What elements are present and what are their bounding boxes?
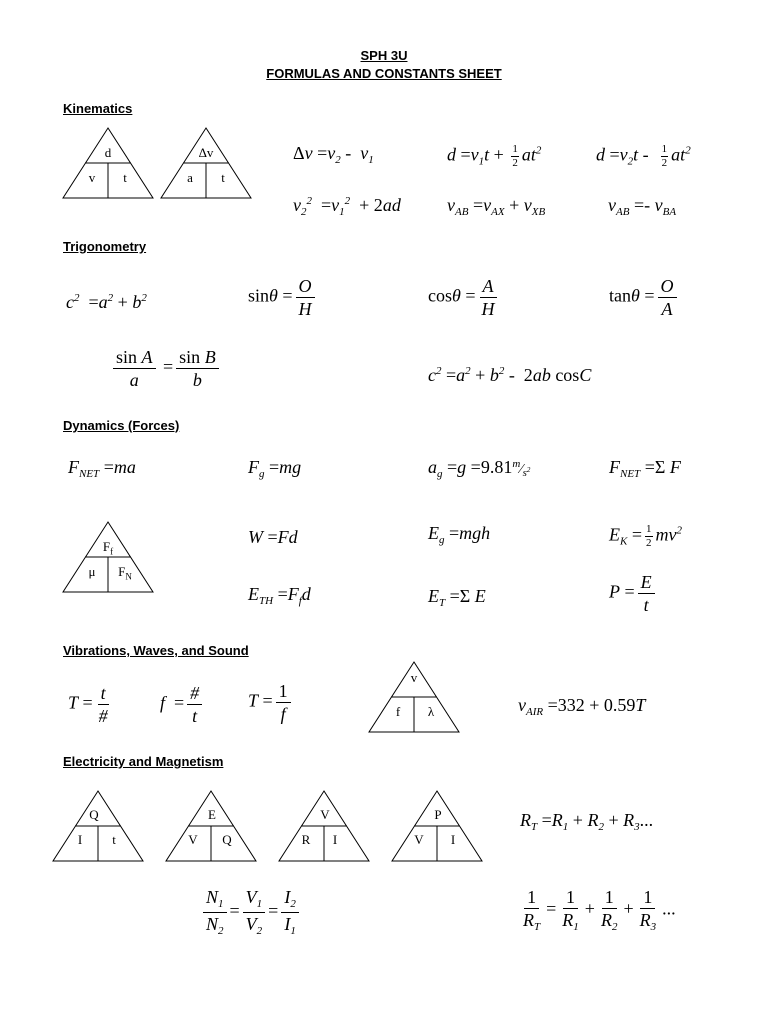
- triangle-right-label: t: [112, 832, 116, 847]
- triangle-left-label: a: [187, 170, 193, 185]
- triangle-top-label: $F_f$: [102, 539, 114, 557]
- formula-period: T = $\frac{t}{\#}$: [68, 683, 108, 726]
- triangle-left-label: V: [414, 832, 424, 847]
- triangle-power: [391, 790, 483, 862]
- triangle-kinematics-dvt: [62, 127, 154, 199]
- triangle-right-label: t: [123, 170, 127, 185]
- triangle-top-label: E: [208, 807, 216, 822]
- section-trigonometry: Trigonometry: [63, 239, 147, 254]
- triangle-top-label: Δv: [198, 145, 214, 160]
- triangle-right-label: t: [221, 170, 225, 185]
- formula-frequency: f = $\frac{\#}{t}$: [160, 684, 205, 725]
- formula-sine-law: $\frac{\text{sin A}}{a}$ = $\frac{\text{sin B}}{b}$: [110, 348, 222, 389]
- triangle-wave: [368, 661, 460, 733]
- section-dynamics: Dynamics (Forces): [63, 418, 180, 433]
- course-code: SPH 3U: [360, 48, 408, 63]
- formula-relative-velocity-reverse: $v_{AB} =- v_{BA}$: [608, 195, 677, 218]
- triangle-left-label: I: [77, 832, 83, 847]
- triangle-top-label: d: [104, 145, 112, 160]
- triangle-left-label: μ: [88, 564, 96, 579]
- triangle-top-label: V: [320, 807, 330, 822]
- formula-net-force: $F_{NET} =\Sigma$ F: [609, 457, 681, 480]
- formula-relative-velocity: $v_{AB} =v_{AX} + v_{XB}$: [447, 195, 546, 218]
- triangle-right-label: I: [450, 832, 456, 847]
- formula-delta-v: $\Delta v =v_2 - v_1$: [293, 143, 374, 166]
- triangle-left-label: V: [188, 832, 198, 847]
- triangle-charge: [52, 790, 144, 862]
- formula-v2-squared: $v_2^2 =v_1^2 + 2ad$: [293, 195, 401, 218]
- formula-displacement-v2: $d =v_2t$ - $\frac{1}{2}$ $at^2$: [596, 143, 691, 169]
- formula-pythagoras: $c^2 =a^2 + b^2$: [66, 292, 147, 312]
- formula-sin: sinθ = $\frac{O}{H}$: [248, 277, 318, 318]
- triangle-left-label: v: [88, 170, 96, 185]
- triangle-left-label: R: [301, 832, 311, 847]
- formula-power: P = $\frac{E}{t}$: [609, 573, 658, 614]
- triangle-right-label: I: [332, 832, 338, 847]
- triangle-top-label: Q: [89, 807, 99, 822]
- section-kinematics: Kinematics: [63, 101, 133, 116]
- triangle-kinematics-dvat: [160, 127, 252, 199]
- triangle-top-label: v: [410, 670, 418, 685]
- formula-thermal-energy: $E_{TH} =F_fd$: [248, 584, 311, 607]
- section-waves: Vibrations, Waves, and Sound: [63, 643, 249, 658]
- formula-gravitational-constant: $a_g =g$ $=9.81^m⁄s^2$: [428, 457, 531, 480]
- formula-parallel-resistance: $\frac{1}{R_T}$ = $\frac{1}{R_1}$ + $\frac{1}{R_2}$ + $\frac{1}{R_3}$ ...: [523, 887, 676, 933]
- formula-tan: tanθ = $\frac{O}{A}$: [609, 277, 680, 318]
- formula-work: W =Fd: [248, 527, 298, 547]
- triangle-energy: [165, 790, 257, 862]
- formula-cosine-law: $c^2 =a^2 + b^2 - 2ab$ cosC: [428, 365, 592, 385]
- formula-speed-of-sound: $v_{AIR} =332 + 0.59T$: [518, 695, 646, 718]
- formula-series-resistance: $R_T =R_1 + R_2 + R_3$...: [520, 810, 654, 833]
- triangle-right-label: λ: [427, 704, 435, 719]
- page-title: FORMULAS AND CONSTANTS SHEET: [266, 66, 502, 81]
- formula-potential-energy: $E_g =mgh$: [428, 523, 491, 546]
- formula-cos: cosθ = $\frac{A}{H}$: [428, 276, 495, 319]
- formula-gravity-force: $F_g =mg$: [248, 457, 302, 480]
- formula-period-frequency: T = $\frac{1}{f}$: [248, 682, 294, 723]
- triangle-right-label: Q: [222, 832, 232, 847]
- formula-newton-second: $F_{NET} =ma$: [68, 457, 136, 480]
- triangle-ohm: [278, 790, 370, 862]
- formula-kinetic-energy: $E_K$ = $\frac{1}{2}$ $mv^2$: [609, 523, 682, 549]
- formula-total-energy: $E_T =\Sigma$ E: [428, 586, 486, 609]
- triangle-right-label: $F_N$: [118, 564, 132, 582]
- triangle-friction: [62, 521, 154, 593]
- triangle-left-label: f: [395, 704, 401, 719]
- formula-transformer: $\frac{N_1}{N_2}$ = $\frac{V_1}{V_2}$ = $\frac{I_2}{I_1}$: [200, 888, 302, 937]
- triangle-top-label: P: [434, 807, 442, 822]
- formula-displacement-v1: $d =v_1t$ + $\frac{1}{2}$ $at^2$: [447, 143, 542, 169]
- section-electricity: Electricity and Magnetism: [63, 754, 224, 769]
